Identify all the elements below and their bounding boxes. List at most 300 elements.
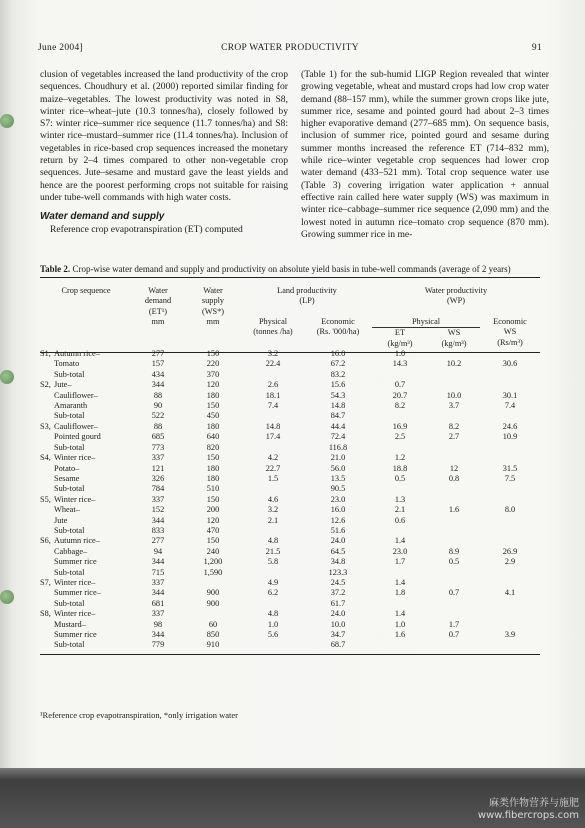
cell-wp-ws: 0.8 (448, 473, 460, 483)
crop-cell (40, 588, 132, 598)
cell-wp-et: 20.7 (392, 390, 408, 400)
cell-lp-econ: 116.8 (328, 442, 348, 452)
binder-hole-mark (0, 370, 14, 384)
crop-name: Summer rice (54, 630, 97, 639)
cell-lp-phys: 4.6 (267, 494, 279, 504)
cell-et: 344 (151, 380, 165, 390)
cell-et: 522 (151, 411, 165, 421)
cell-ws: 180 (206, 463, 220, 473)
cell-lp-phys: 4.8 (267, 536, 279, 546)
cell-ws: 150 (206, 453, 220, 463)
cell-wp-et: 1.4 (394, 609, 406, 619)
cell-ws: 900 (206, 598, 220, 608)
sequence-id: S2, (40, 380, 51, 390)
cell-ws: 1,590 (203, 567, 223, 577)
cell-lp-phys (242, 526, 304, 536)
cell-et: 337 (151, 577, 165, 587)
crop-cell (40, 568, 132, 578)
body-paragraph: Reference crop evapotranspiration (ET) computed (50, 223, 243, 235)
cell-wp-et: 2.5 (394, 432, 406, 442)
cell-ws: 150 (206, 349, 220, 359)
left-text-column (40, 69, 288, 236)
cell-wp-econ (480, 578, 540, 588)
cell-wp-et: 18.8 (392, 463, 408, 473)
crop-name: Sub-total (54, 484, 85, 494)
cell-wp-econ (480, 443, 540, 453)
col-header-water-demand: Water demand (ET¹) mm (144, 286, 172, 327)
cell-lp-phys: 3.2 (267, 349, 279, 359)
table-row (40, 432, 540, 442)
cell-et: 94 (153, 546, 163, 556)
cell-wp-econ: 24.6 (502, 421, 518, 431)
table-row (40, 516, 540, 526)
crop-name: Winter rice– (54, 453, 96, 463)
cell-et: 434 (151, 369, 165, 379)
cell-ws: 180 (206, 421, 220, 431)
crop-cell (40, 464, 132, 474)
cell-ws: 150 (206, 536, 220, 546)
cell-ws: 200 (206, 505, 220, 515)
cell-et: 344 (151, 515, 165, 525)
table-caption (40, 263, 540, 275)
cell-wp-econ: 8.0 (504, 505, 516, 515)
cell-ws: 910 (206, 640, 220, 650)
cell-et: 121 (151, 463, 165, 473)
table-row (40, 640, 540, 650)
cell-lp-econ: 56.0 (330, 463, 346, 473)
table-row (40, 401, 540, 411)
crop-cell (40, 401, 132, 411)
cell-lp-econ: 68.7 (330, 640, 346, 650)
cell-et: 681 (151, 598, 165, 608)
col-header-lp-economic: Economic (Rs. '000/ha) (316, 316, 360, 337)
cell-lp-econ: 16.0 (330, 349, 346, 359)
crop-cell (40, 411, 132, 421)
cell-et: 344 (151, 557, 165, 567)
cell-wp-econ: 26.9 (502, 546, 518, 556)
cell-wp-ws: 10.0 (446, 390, 462, 400)
cell-wp-et: 1.6 (394, 630, 406, 639)
cell-wp-econ: 7.5 (504, 473, 516, 483)
table-footnote: ¹Reference crop evapotranspiration, *only irrigation water (40, 710, 238, 720)
cell-et: 88 (153, 390, 163, 400)
cell-wp-econ: 10.9 (502, 432, 518, 442)
cell-wp-ws: 10.2 (446, 359, 462, 369)
cell-ws: 1,200 (203, 557, 223, 567)
crop-name: Winter rice– (54, 577, 96, 587)
cell-wp-ws: 1.6 (448, 505, 460, 515)
table-row (40, 599, 540, 609)
sequence-id: S8, (40, 609, 51, 619)
cell-ws: 180 (206, 390, 220, 400)
cell-et: 337 (151, 494, 165, 504)
cell-wp-ws (428, 568, 480, 578)
cell-lp-econ: 34.7 (330, 630, 346, 639)
crop-cell (40, 422, 132, 432)
crop-cell (40, 557, 132, 567)
cell-et: 277 (151, 349, 165, 359)
cell-lp-phys (242, 443, 304, 453)
cell-ws: 900 (206, 588, 220, 598)
table-row (40, 370, 540, 380)
crop-name: Sub-total (54, 369, 85, 379)
page-number: 91 (531, 43, 542, 53)
site-watermark (478, 798, 579, 822)
watermark-line: www.fibercrops.com (477, 810, 579, 821)
cell-lp-phys: 22.4 (265, 359, 281, 369)
col-header-wp-physical: Physical (372, 307, 480, 328)
crop-name: Mustard– (54, 619, 86, 629)
cell-wp-ws (428, 411, 480, 421)
crop-name: Potato– (54, 463, 80, 473)
table-row (40, 620, 540, 630)
cell-lp-econ: 24.0 (330, 536, 346, 546)
cell-lp-econ: 37.2 (330, 588, 346, 598)
cell-wp-ws: 0.5 (448, 557, 460, 567)
table-row (40, 391, 540, 401)
header-title: CROP WATER PRODUCTIVITY (221, 43, 359, 53)
crop-name: Sub-total (54, 567, 85, 577)
crop-name: Sub-total (54, 411, 85, 421)
cell-et: 779 (151, 640, 165, 650)
cell-et: 88 (153, 421, 163, 431)
cell-lp-phys: 2.6 (267, 380, 279, 390)
cell-ws: 370 (206, 369, 220, 379)
crop-cell (40, 484, 132, 494)
table-row (40, 536, 540, 546)
cell-wp-et: 1.2 (394, 453, 406, 463)
cell-wp-ws (428, 609, 480, 619)
col-header-lp-physical: Physical (tonnes /ha) (253, 316, 293, 337)
cell-wp-ws (428, 640, 480, 650)
col-header-land-productivity: Land productivity (LP) (277, 286, 337, 306)
sequence-id: S1, (40, 349, 51, 359)
crop-name: Summer rice– (54, 588, 101, 598)
crop-cell (40, 599, 132, 609)
cell-lp-phys: 17.4 (265, 432, 281, 442)
right-text-column (301, 69, 549, 241)
cell-wp-econ: 7.4 (504, 401, 516, 411)
table-row (40, 443, 540, 453)
body-paragraph: clusion of vegetables increased the land productivity of the crop sequences. Choudhury et al. (2000) reported similar finding for maize–vegetables. The lowest productivity was noted in S8, winter rice–wheat–jute (10.3 tonnes/ha), closely followed by S7: winter rice–summer rice sequence (11.7 tonnes/ha) and S8: winter rice–mustard–summer rice (11.4 tonnes/ha). Inclusion of vegetables in rice-based crop sequences increased the monetary return by 2–4 times compared to other non-vegetable crop sequences. Jute–sesame and mustard gave the least yields and hence are the poorest performing crops not suitable for raising under tube-well commands with high water costs. (40, 69, 288, 203)
crop-cell (40, 630, 132, 640)
crop-name: Amaranth (54, 401, 88, 411)
table-row (40, 411, 540, 421)
table-row (40, 495, 540, 505)
cell-lp-econ: 34.8 (330, 557, 346, 567)
crop-cell (40, 609, 132, 619)
table-row (40, 609, 540, 619)
cell-lp-phys (242, 484, 304, 494)
cell-ws: 220 (206, 359, 220, 369)
cell-et: 337 (151, 609, 165, 619)
cell-lp-phys: 4.9 (267, 577, 279, 587)
cell-wp-et: 23.0 (392, 546, 408, 556)
crop-cell (40, 526, 132, 536)
table-header-rule (40, 352, 540, 353)
cell-wp-ws: 8.9 (448, 546, 460, 556)
table-row (40, 349, 540, 359)
cell-lp-econ: 23.0 (330, 494, 346, 504)
table-caption-text: Crop-wise water demand and supply and productivity on absolute yield basis in tube-well commands (average of 2 years) (72, 264, 511, 274)
cell-wp-et: 1.0 (394, 349, 406, 359)
crop-name: Autumn rice– (54, 536, 100, 546)
cell-ws: 820 (206, 442, 220, 452)
cell-wp-ws (428, 380, 480, 390)
crop-name: Pointed gourd (54, 432, 101, 442)
crop-name: Cabbage– (54, 546, 88, 556)
cell-wp-et: 1.3 (394, 494, 406, 504)
cell-wp-et: 0.7 (394, 380, 406, 390)
cell-wp-et (372, 599, 428, 609)
crop-cell (40, 432, 132, 442)
crop-name: Jute (54, 515, 68, 525)
cell-wp-ws (428, 526, 480, 536)
cell-wp-econ: 30.1 (502, 390, 518, 400)
cell-wp-econ (480, 620, 540, 630)
cell-wp-et: 1.4 (394, 577, 406, 587)
sequence-id: S4, (40, 453, 51, 463)
cell-wp-econ: 3.9 (504, 630, 516, 639)
cell-ws: 510 (206, 484, 220, 494)
cell-wp-ws: 1.7 (448, 619, 460, 629)
cell-et: 773 (151, 442, 165, 452)
cell-lp-econ: 21.0 (330, 453, 346, 463)
cell-wp-econ (480, 370, 540, 380)
cell-ws: 640 (206, 432, 220, 442)
cell-et: 344 (151, 588, 165, 598)
cell-wp-econ (480, 516, 540, 526)
cell-wp-et: 1.7 (394, 557, 406, 567)
crop-cell (40, 516, 132, 526)
cell-wp-ws: 0.7 (448, 588, 460, 598)
crop-cell (40, 620, 132, 630)
cell-lp-phys (242, 599, 304, 609)
crop-name: Jute– (54, 380, 72, 390)
cell-wp-et (372, 568, 428, 578)
cell-ws: 470 (206, 525, 220, 535)
table-row (40, 484, 540, 494)
col-header-crop-sequence: Crop sequence (61, 286, 111, 295)
cell-wp-econ (480, 536, 540, 546)
crop-name: Cauliflower– (54, 421, 98, 431)
binder-hole-mark (0, 590, 14, 604)
cell-et: 326 (151, 473, 165, 483)
cell-wp-et (372, 370, 428, 380)
cell-wp-et: 2.1 (394, 505, 406, 515)
crop-cell (40, 380, 132, 390)
crop-name: Sub-total (54, 525, 85, 535)
sequence-id: S6, (40, 536, 51, 546)
crop-cell (40, 495, 132, 505)
table-bottom-rule (40, 654, 540, 655)
cell-wp-ws: 8.2 (448, 421, 460, 431)
cell-wp-et: 16.9 (392, 421, 408, 431)
table-caption-label: Table 2. (40, 264, 71, 274)
table-row (40, 526, 540, 536)
crop-name: Tomato (54, 359, 80, 369)
cell-wp-et: 1.8 (394, 588, 406, 598)
cell-lp-econ: 83.2 (330, 369, 346, 379)
sequence-id: S5, (40, 494, 51, 504)
cell-lp-phys: 6.2 (267, 588, 279, 598)
cell-lp-phys: 22.7 (265, 463, 281, 473)
cell-wp-econ: 31.5 (502, 463, 518, 473)
cell-wp-econ (480, 453, 540, 463)
table-row (40, 422, 540, 432)
table-row (40, 578, 540, 588)
cell-wp-econ (480, 380, 540, 390)
body-paragraph: (Table 1) for the sub-humid LIGP Region revealed that winter growing vegetable, wheat and mustard crops had low crop water demand (88–157 mm), while the summer grown crops like jute, summer rice, sesame and pointed gourd had about 2–3 times higher evaporative demand (277–685 mm). On sequence basis, inclusion of summer rice, pointed gourd and sesame during summer months increased the reference ET (714–832 mm), while rice–winter vegetable crop sequences had lower crop water demand (433–521 mm). Total crop sequence water use (Table 3) covering irrigation water application + annual effective rain called here water supply (WS) was maximum in winter rice–cabbage–summer rice sequence (2,090 mm) and the lowest noted in autumn rice–tomato crop sequence (870 mm). Growing summer rice in me- (301, 69, 549, 240)
cell-lp-phys: 5.8 (267, 557, 279, 567)
cell-ws: 850 (206, 630, 220, 639)
crop-cell (40, 370, 132, 380)
sequence-id: S3, (40, 421, 51, 431)
table-row (40, 547, 540, 557)
cell-ws: 120 (206, 380, 220, 390)
cell-wp-econ (480, 349, 540, 359)
cell-et: 152 (151, 505, 165, 515)
cell-wp-ws: 2.7 (448, 432, 460, 442)
cell-wp-et: 0.6 (394, 515, 406, 525)
cell-wp-et: 8.2 (394, 401, 406, 411)
cell-lp-econ: 72.4 (330, 432, 346, 442)
cell-wp-ws: 12 (449, 463, 459, 473)
table-row (40, 505, 540, 515)
cell-et: 784 (151, 484, 165, 494)
cell-lp-phys: 5.6 (267, 630, 279, 639)
cell-lp-phys (242, 568, 304, 578)
cell-lp-econ: 51.6 (330, 525, 346, 535)
crop-cell (40, 640, 132, 650)
table-row (40, 630, 540, 640)
crop-name: Sub-total (54, 442, 85, 452)
cell-wp-ws (428, 516, 480, 526)
crop-cell (40, 536, 132, 546)
crop-cell (40, 359, 132, 369)
cell-wp-ws (428, 484, 480, 494)
col-header-wp-economic: Economic WS (Rs/m³) (493, 316, 527, 347)
cell-wp-econ (480, 640, 540, 650)
binder-hole-mark (0, 114, 14, 128)
table-row (40, 568, 540, 578)
cell-lp-econ: 61.7 (330, 598, 346, 608)
cell-wp-ws (428, 349, 480, 359)
cell-lp-econ: 54.3 (330, 390, 346, 400)
cell-wp-et (372, 411, 428, 421)
cell-lp-econ: 84.7 (330, 411, 346, 421)
cell-wp-et: 14.3 (392, 359, 408, 369)
cell-wp-econ: 30.6 (502, 359, 518, 369)
cell-lp-econ: 16.0 (330, 505, 346, 515)
crop-cell (40, 505, 132, 515)
crop-name: Sesame (54, 473, 80, 483)
crop-cell (40, 578, 132, 588)
cell-lp-econ: 24.5 (330, 577, 346, 587)
crop-name: Wheat– (54, 505, 80, 515)
table-row (40, 474, 540, 484)
cell-ws: 180 (206, 473, 220, 483)
col-header-water-supply: Water supply (WS*) mm (201, 286, 225, 327)
cell-ws: 450 (206, 411, 220, 421)
table-row (40, 359, 540, 369)
running-header (38, 43, 542, 57)
table-row (40, 380, 540, 390)
cell-wp-econ (480, 484, 540, 494)
cell-lp-econ: 67.2 (330, 359, 346, 369)
cell-wp-ws: 3.7 (448, 401, 460, 411)
col-header-water-productivity: Water productivity (WP) (424, 286, 488, 306)
cell-wp-ws (428, 536, 480, 546)
cell-wp-ws: 0.7 (448, 630, 460, 639)
cell-wp-et (372, 484, 428, 494)
cell-lp-econ: 44.4 (330, 421, 346, 431)
cell-lp-econ: 123.3 (328, 567, 348, 577)
cell-wp-ws (428, 599, 480, 609)
cell-lp-phys: 3.2 (267, 505, 279, 515)
cell-lp-phys: 14.8 (265, 421, 281, 431)
cell-et: 98 (153, 619, 163, 629)
cell-ws: 150 (206, 494, 220, 504)
crop-name: Winter rice– (54, 609, 96, 619)
cell-lp-econ: 90.5 (330, 484, 346, 494)
cell-lp-phys: 1.0 (267, 619, 279, 629)
cell-lp-phys: 21.5 (265, 546, 281, 556)
section-heading: Water demand and supply (40, 211, 165, 223)
cell-lp-phys: 2.1 (267, 515, 279, 525)
cell-et: 277 (151, 536, 165, 546)
cell-lp-phys: 4.2 (267, 453, 279, 463)
cell-lp-econ: 12.6 (330, 515, 346, 525)
cell-lp-phys (242, 370, 304, 380)
col-header-wp-ws: WS (kg/m³) (441, 328, 467, 348)
cell-lp-phys: 7.4 (267, 401, 279, 411)
cell-ws (184, 578, 242, 588)
cell-ws: 240 (206, 546, 220, 556)
cell-lp-phys: 18.1 (265, 390, 281, 400)
cell-wp-ws (428, 578, 480, 588)
cell-et: 685 (151, 432, 165, 442)
cell-wp-et: 0.5 (394, 473, 406, 483)
cell-wp-econ: 2.9 (504, 557, 516, 567)
cell-wp-ws (428, 495, 480, 505)
crop-cell (40, 474, 132, 484)
cell-wp-econ (480, 609, 540, 619)
crop-name: Sub-total (54, 598, 85, 608)
cell-lp-phys: 4.8 (267, 609, 279, 619)
cell-lp-phys: 1.5 (267, 473, 279, 483)
cell-ws (184, 609, 242, 619)
cell-wp-econ (480, 411, 540, 421)
cell-et: 90 (153, 401, 163, 411)
cell-wp-ws (428, 453, 480, 463)
cell-ws: 60 (208, 619, 218, 629)
sequence-id: S7, (40, 577, 51, 587)
crop-name: Winter rice– (54, 494, 96, 504)
cell-lp-econ: 14.8 (330, 401, 346, 411)
cell-wp-et: 1.4 (394, 536, 406, 546)
crop-cell (40, 453, 132, 463)
cell-lp-phys (242, 640, 304, 650)
cell-wp-et (372, 443, 428, 453)
cell-et: 344 (151, 630, 165, 639)
crop-name: Autumn rice– (54, 349, 100, 359)
col-header-wp-et: ET (kg/m³) (387, 328, 413, 348)
table-row (40, 557, 540, 567)
cell-et: 715 (151, 567, 165, 577)
cell-lp-econ: 10.0 (330, 619, 346, 629)
cell-lp-econ: 64.5 (330, 546, 346, 556)
